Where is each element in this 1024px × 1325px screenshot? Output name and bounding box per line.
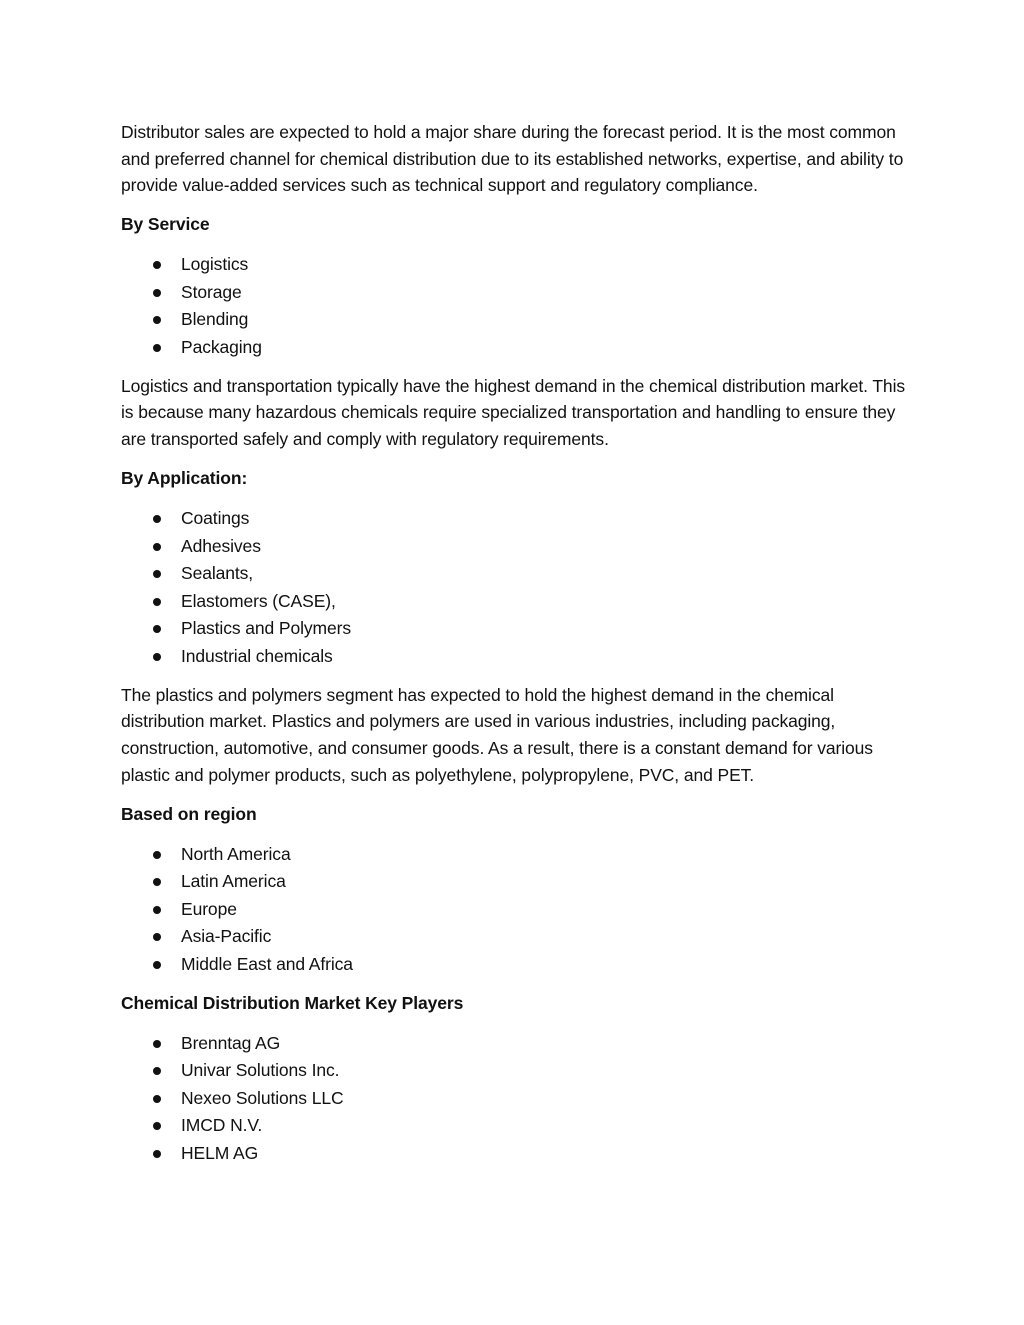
service-heading: By Service — [121, 214, 210, 235]
list-item — [121, 560, 911, 588]
list-item-label: Asia-Pacific — [181, 926, 272, 947]
region-heading: Based on region — [121, 803, 257, 824]
list-item-label: Sealants, — [181, 563, 254, 584]
list-item-label: Packaging — [181, 336, 262, 357]
list-item-label: Storage — [181, 281, 242, 302]
service-list — [121, 251, 911, 361]
list-item-label: Plastics and Polymers — [181, 618, 352, 639]
list-item — [121, 615, 911, 643]
list-item — [121, 841, 911, 869]
list-item — [121, 923, 911, 951]
list-item — [121, 251, 911, 279]
list-item — [121, 1140, 911, 1168]
list-item-label: Blending — [181, 309, 249, 330]
key-players-list — [121, 1030, 911, 1168]
list-item-label: IMCD N.V. — [181, 1115, 263, 1136]
list-item — [121, 533, 911, 561]
bullet-icon — [153, 1150, 161, 1158]
application-heading: By Application: — [121, 468, 248, 489]
list-item — [121, 279, 911, 307]
list-item — [121, 306, 911, 334]
list-item-label: Adhesives — [181, 535, 261, 556]
bullet-icon — [153, 543, 161, 551]
bullet-icon — [153, 878, 161, 886]
list-item-label: Elastomers (CASE), — [181, 590, 336, 611]
intro-paragraph: Distributor sales are expected to hold a major share during the forecast period. It is the most common and preferred channel for chemical distribution due to its established networks, expertise, and ability to provide value-added services such as technical support and regulatory compliance. — [121, 122, 904, 196]
application-paragraph: The plastics and polymers segment has expected to hold the highest demand in the chemical distribution market. Plastics and polymers are used in various industries, including packaging, construction, automotive, and consumer goods. As a result, there is a constant demand for various plastic and polymer products, such as polyethylene, polypropylene, PVC, and PET. — [121, 684, 873, 785]
list-item — [121, 334, 911, 362]
list-item-label: Logistics — [181, 254, 249, 275]
list-item-label: HELM AG — [181, 1142, 259, 1163]
bullet-icon — [153, 515, 161, 523]
bullet-icon — [153, 906, 161, 914]
list-item — [121, 588, 911, 616]
bullet-icon — [153, 598, 161, 606]
list-item — [121, 1057, 911, 1085]
bullet-icon — [153, 344, 161, 352]
bullet-icon — [153, 261, 161, 269]
service-paragraph: Logistics and transportation typically have the highest demand in the chemical distribution market. This is because many hazardous chemicals require specialized transportation and handling to ensure they are transported safely and comply with regulatory requirements. — [121, 375, 906, 450]
list-item-label: Univar Solutions Inc. — [181, 1060, 340, 1081]
list-item — [121, 1085, 911, 1113]
bullet-icon — [153, 1067, 161, 1075]
document-page — [121, 119, 911, 1179]
list-item-label: Coatings — [181, 508, 250, 529]
list-item-label: Industrial chemicals — [181, 645, 333, 666]
bullet-icon — [153, 289, 161, 297]
key-players-heading: Chemical Distribution Market Key Players — [121, 992, 464, 1013]
list-item — [121, 1112, 911, 1140]
list-item-label: Nexeo Solutions LLC — [181, 1087, 344, 1108]
bullet-icon — [153, 1122, 161, 1130]
list-item-label: Middle East and Africa — [181, 953, 353, 974]
bullet-icon — [153, 316, 161, 324]
bullet-icon — [153, 851, 161, 859]
list-item — [121, 1030, 911, 1058]
list-item — [121, 643, 911, 671]
list-item-label: Brenntag AG — [181, 1032, 281, 1053]
bullet-icon — [153, 653, 161, 661]
bullet-icon — [153, 570, 161, 578]
list-item-label: North America — [181, 843, 291, 864]
list-item — [121, 505, 911, 533]
bullet-icon — [153, 1095, 161, 1103]
bullet-icon — [153, 933, 161, 941]
bullet-icon — [153, 961, 161, 969]
list-item — [121, 951, 911, 979]
application-list — [121, 505, 911, 670]
list-item — [121, 868, 911, 896]
list-item-label: Europe — [181, 898, 237, 919]
list-item-label: Latin America — [181, 871, 286, 892]
list-item — [121, 896, 911, 924]
bullet-icon — [153, 625, 161, 633]
region-list — [121, 841, 911, 979]
bullet-icon — [153, 1040, 161, 1048]
